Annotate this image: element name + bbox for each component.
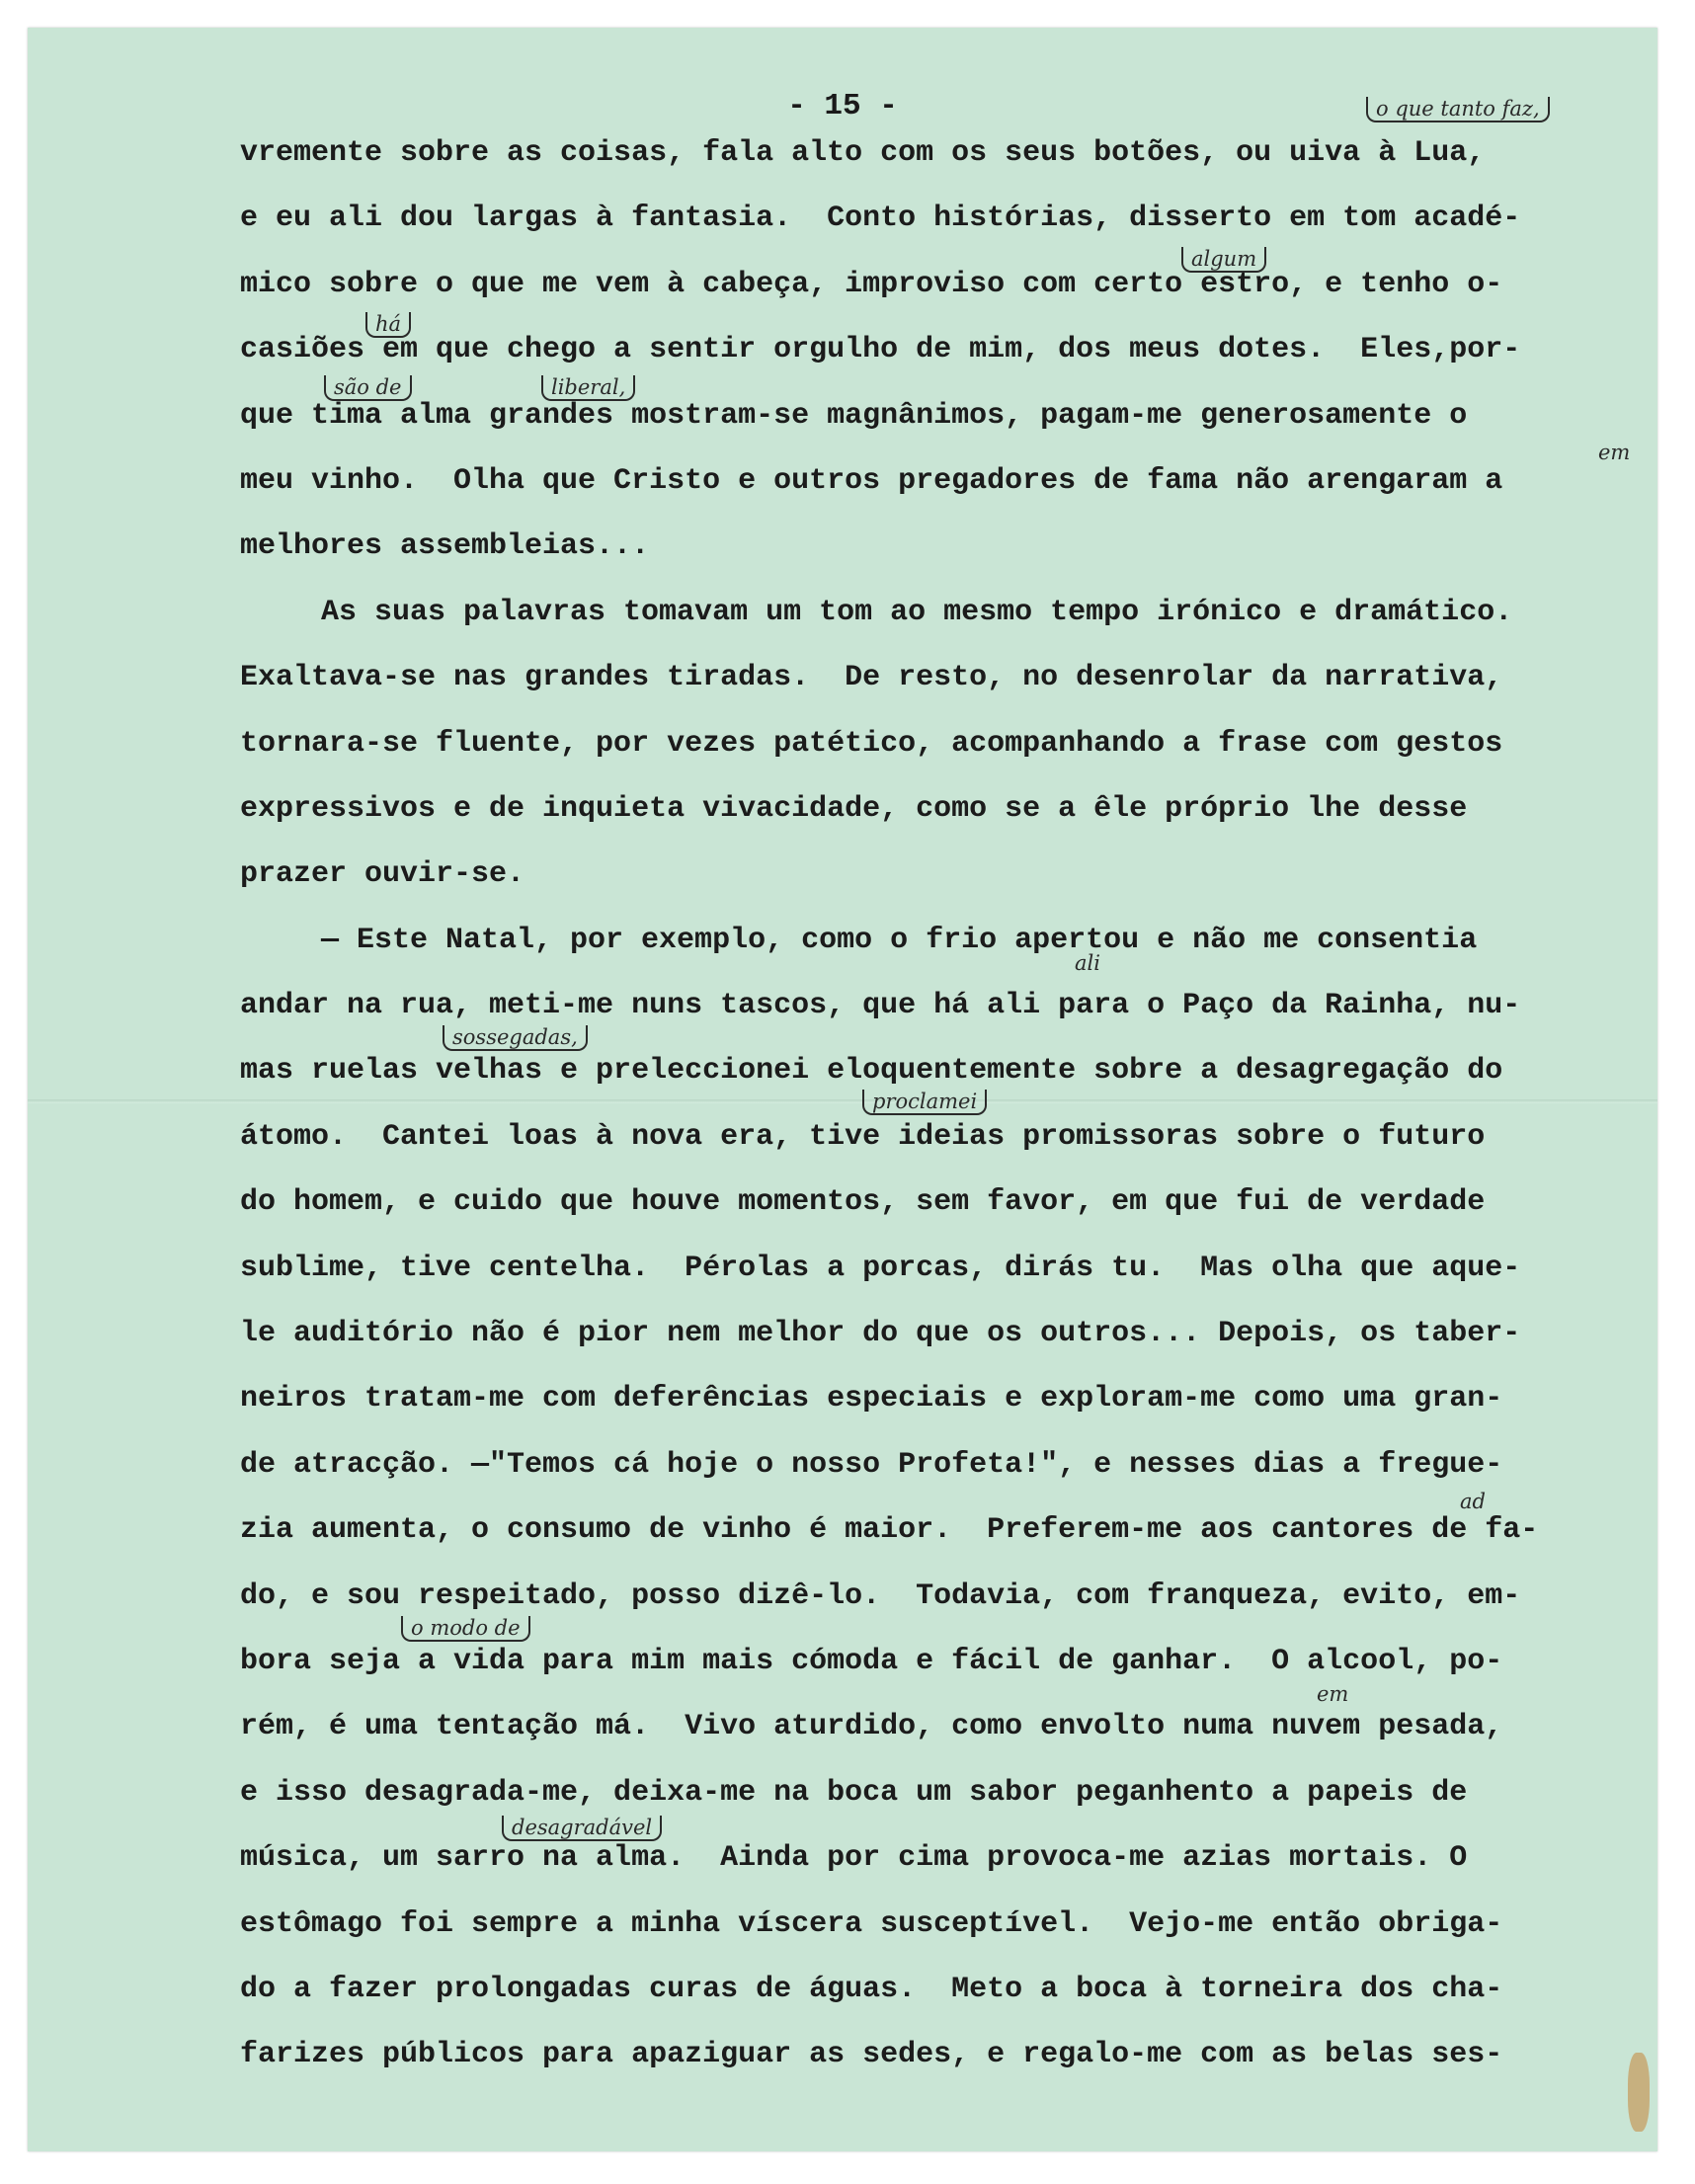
handwritten-annotation: o que tanto faz, [1366, 97, 1550, 122]
text-line: expressivos e de inquieta vivacidade, como se a êle próprio lhe desse [240, 791, 1468, 826]
text-line: estômago foi sempre a minha víscera susceptível. Vejo-me então obriga- [240, 1906, 1503, 1941]
page-number: - 15 - [787, 89, 898, 123]
text-line: sublime, tive centelha. Pérolas a porcas, dirás tu. Mas olha que aque- [240, 1251, 1521, 1285]
text-line: le auditório não é pior nem melhor do que os outros... Depois, os taber- [240, 1317, 1521, 1351]
handwritten-annotation: ad [1460, 1490, 1486, 1513]
text-line: zia aumenta, o consumo de vinho é maior. Preferem-me aos cantores de fa- [240, 1513, 1539, 1548]
text-line: que tima alma grandes mostram-se magnânimos, pagam-me generosamente o [240, 398, 1468, 433]
text-line: e isso desagrada-me, deixa-me na boca um sabor peganhento a papeis de [240, 1775, 1468, 1810]
handwritten-annotation: em [1598, 441, 1631, 464]
text-line: mico sobre o que me vem à cabeça, improviso com certo estro, e tenho o- [240, 267, 1503, 301]
text-line: do homem, e cuido que houve momentos, sem favor, em que fui de verdade [240, 1185, 1486, 1220]
text-line: Exaltava-se nas grandes tiradas. De resto, no desenrolar da narrativa, [240, 661, 1503, 695]
text-line: do, e sou respeitado, posso dizê-lo. Todavia, com franqueza, evito, em- [240, 1578, 1521, 1613]
text-line: As suas palavras tomavam um tom ao mesmo tempo irónico e dramático. [321, 595, 1513, 629]
text-line: rém, é uma tentação má. Vivo aturdido, como envolto numa nuvem pesada, [240, 1710, 1503, 1744]
text-line: e eu ali dou largas à fantasia. Conto histórias, disserto em tom acadé- [240, 202, 1521, 236]
manuscript-page [28, 28, 1657, 2151]
text-line: átomo. Cantei loas à nova era, tive ideias promissoras sobre o futuro [240, 1119, 1486, 1154]
text-line: vremente sobre as coisas, fala alto com os seus botões, ou uiva à Lua, [240, 136, 1486, 170]
text-line: neiros tratam-me com deferências especiais e exploram-me como uma gran- [240, 1382, 1503, 1416]
text-line: do a fazer prolongadas curas de águas. Meto a boca à torneira dos cha- [240, 1972, 1503, 2006]
handwritten-annotation: desagradável [502, 1816, 662, 1841]
text-line: mas ruelas velhas e preleccionei eloquentemente sobre a desagregação do [240, 1054, 1503, 1089]
handwritten-annotation: o modo de [401, 1616, 530, 1642]
handwritten-annotation: proclamei [862, 1090, 987, 1115]
text-line: bora seja a vida para mim mais cómoda e fácil de ganhar. O alcool, po- [240, 1644, 1503, 1678]
handwritten-annotation: sossegadas, [443, 1025, 588, 1051]
text-line: de atracção. —"Temos cá hoje o nosso Profeta!", e nesses dias a fregue- [240, 1447, 1503, 1482]
text-line: farizes públicos para apaziguar as sedes, e regalo-me com as belas ses- [240, 2038, 1503, 2072]
handwritten-annotation: liberal, [541, 375, 635, 401]
text-line: casiões em que chego a sentir orgulho de mim, dos meus dotes. Eles,por- [240, 333, 1521, 367]
text-line: andar na rua, meti-me nuns tascos, que há ali para o Paço da Rainha, nu- [240, 989, 1521, 1023]
handwritten-annotation: há [365, 312, 411, 338]
text-line: tornara-se fluente, por vezes patético, acompanhando a frase com gestos [240, 726, 1503, 761]
text-line: prazer ouvir-se. [240, 857, 525, 892]
text-line: música, um sarro na alma. Ainda por cima provoca-me azias mortais. O [240, 1841, 1468, 1876]
handwritten-annotation: algum [1181, 247, 1266, 273]
handwritten-annotation: são de [324, 375, 412, 401]
handwritten-annotation: ali [1075, 951, 1100, 975]
handwritten-annotation: em [1317, 1682, 1349, 1706]
text-line: meu vinho. Olha que Cristo e outros pregadores de fama não arengaram a [240, 463, 1503, 498]
text-line: — Este Natal, por exemplo, como o frio apertou e não me consentia [321, 923, 1478, 957]
paper-stain [1628, 2053, 1650, 2132]
text-line: melhores assembleias... [240, 529, 650, 564]
